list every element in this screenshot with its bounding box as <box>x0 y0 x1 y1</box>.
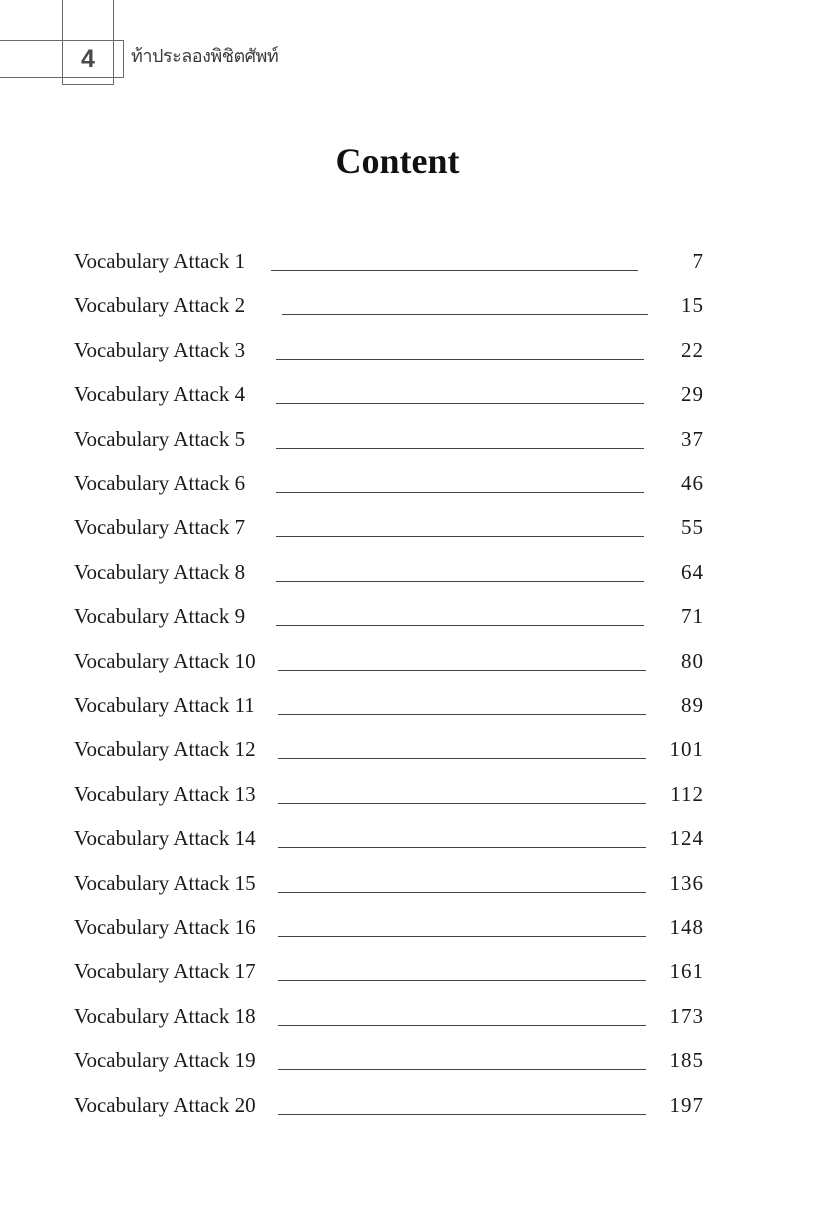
toc-entry-label: Vocabulary Attack 9 <box>74 604 246 629</box>
toc-leader-line <box>276 403 644 404</box>
toc-leader-line <box>276 625 644 626</box>
toc-leader-line <box>278 1069 646 1070</box>
toc-entry-page: 22 <box>681 337 704 362</box>
toc-entry-label: Vocabulary Attack 16 <box>74 915 256 939</box>
toc-entry-page: 15 <box>681 293 704 318</box>
toc-entry-page: 46 <box>681 471 704 495</box>
toc-entry-page: 161 <box>669 959 704 984</box>
toc-leader-line <box>278 892 646 893</box>
toc-entry-label: Vocabulary Attack 2 <box>74 293 246 318</box>
running-title: ท้าประลองพิชิตศัพท์ <box>131 46 279 67</box>
toc-entry-page: 89 <box>681 693 704 717</box>
toc-leader-line <box>276 581 644 582</box>
toc-entry-label: Vocabulary Attack 7 <box>74 515 246 540</box>
toc-entry-label: Vocabulary Attack 8 <box>74 559 246 584</box>
toc-entry <box>0 382 822 412</box>
toc-leader-line <box>271 270 638 271</box>
toc-entry-label: Vocabulary Attack 18 <box>74 1003 256 1028</box>
toc-leader-line <box>282 314 648 315</box>
toc-entry <box>0 959 822 989</box>
toc-entry <box>0 471 822 501</box>
toc-entry-page: 64 <box>681 559 704 584</box>
toc-leader-line <box>278 758 646 759</box>
toc-entry-page: 29 <box>681 382 704 407</box>
toc-leader-line <box>278 803 646 804</box>
toc-entry-label: Vocabulary Attack 5 <box>74 426 246 451</box>
toc-entry-page: 37 <box>681 426 704 451</box>
toc-entry-page: 55 <box>681 515 704 540</box>
page-title: Content <box>335 141 460 181</box>
toc-entry-page: 148 <box>669 915 704 939</box>
toc-leader-line <box>276 448 644 449</box>
toc-entry-page: 197 <box>669 1092 704 1117</box>
toc-entry <box>0 1093 822 1123</box>
toc-leader-line <box>278 1025 646 1026</box>
toc-entry <box>0 915 822 945</box>
toc-entry-page: 124 <box>669 826 704 851</box>
toc-leader-line <box>276 492 644 493</box>
toc-entry-label: Vocabulary Attack 4 <box>74 382 246 407</box>
toc-entry <box>0 649 822 679</box>
toc-entry-page: 7 <box>692 249 704 273</box>
toc-entry-label: Vocabulary Attack 6 <box>74 471 246 495</box>
header-box-bottom <box>62 84 114 85</box>
toc-entry <box>0 1048 822 1078</box>
toc-entry-page: 71 <box>681 604 704 629</box>
toc-entry-label: Vocabulary Attack 20 <box>74 1092 256 1117</box>
toc-entry-label: Vocabulary Attack 15 <box>74 870 256 895</box>
header-rule-end <box>123 40 124 78</box>
toc-leader-line <box>278 1114 646 1115</box>
toc-entry-page: 101 <box>669 737 704 762</box>
toc-entry-page: 112 <box>670 781 704 806</box>
toc-entry-label: Vocabulary Attack 19 <box>74 1048 256 1073</box>
toc-entry-label: Vocabulary Attack 11 <box>74 693 255 717</box>
toc-entry <box>0 560 822 590</box>
toc-leader-line <box>278 980 646 981</box>
toc-entry-label: Vocabulary Attack 3 <box>74 337 246 362</box>
toc-entry <box>0 515 822 545</box>
toc-entry-label: Vocabulary Attack 12 <box>74 737 256 762</box>
toc-entry-page: 185 <box>669 1048 704 1073</box>
toc-entry <box>0 871 822 901</box>
toc-entry <box>0 826 822 856</box>
toc-leader-line <box>276 536 644 537</box>
toc-entry <box>0 293 822 323</box>
toc-entry-page: 173 <box>669 1003 704 1028</box>
page-number: 4 <box>81 44 95 73</box>
toc-leader-line <box>278 847 646 848</box>
toc-entry-label: Vocabulary Attack 10 <box>74 648 256 673</box>
toc-entry-page: 136 <box>669 870 704 895</box>
toc-entry-label: Vocabulary Attack 14 <box>74 826 256 851</box>
toc-entry <box>0 737 822 767</box>
toc-entry-label: Vocabulary Attack 17 <box>74 959 256 984</box>
toc-entry-label: Vocabulary Attack 1 <box>74 249 246 273</box>
toc-entry <box>0 693 822 723</box>
toc-entry <box>0 338 822 368</box>
toc-entry <box>0 1004 822 1034</box>
toc-leader-line <box>276 359 644 360</box>
toc-entry <box>0 249 822 279</box>
toc-entry <box>0 604 822 634</box>
toc-entry-page: 80 <box>681 648 704 673</box>
toc-entry <box>0 782 822 812</box>
toc-entry-label: Vocabulary Attack 13 <box>74 781 256 806</box>
toc-leader-line <box>278 714 646 715</box>
toc-entry <box>0 427 822 457</box>
toc-leader-line <box>278 670 646 671</box>
toc-leader-line <box>278 936 646 937</box>
